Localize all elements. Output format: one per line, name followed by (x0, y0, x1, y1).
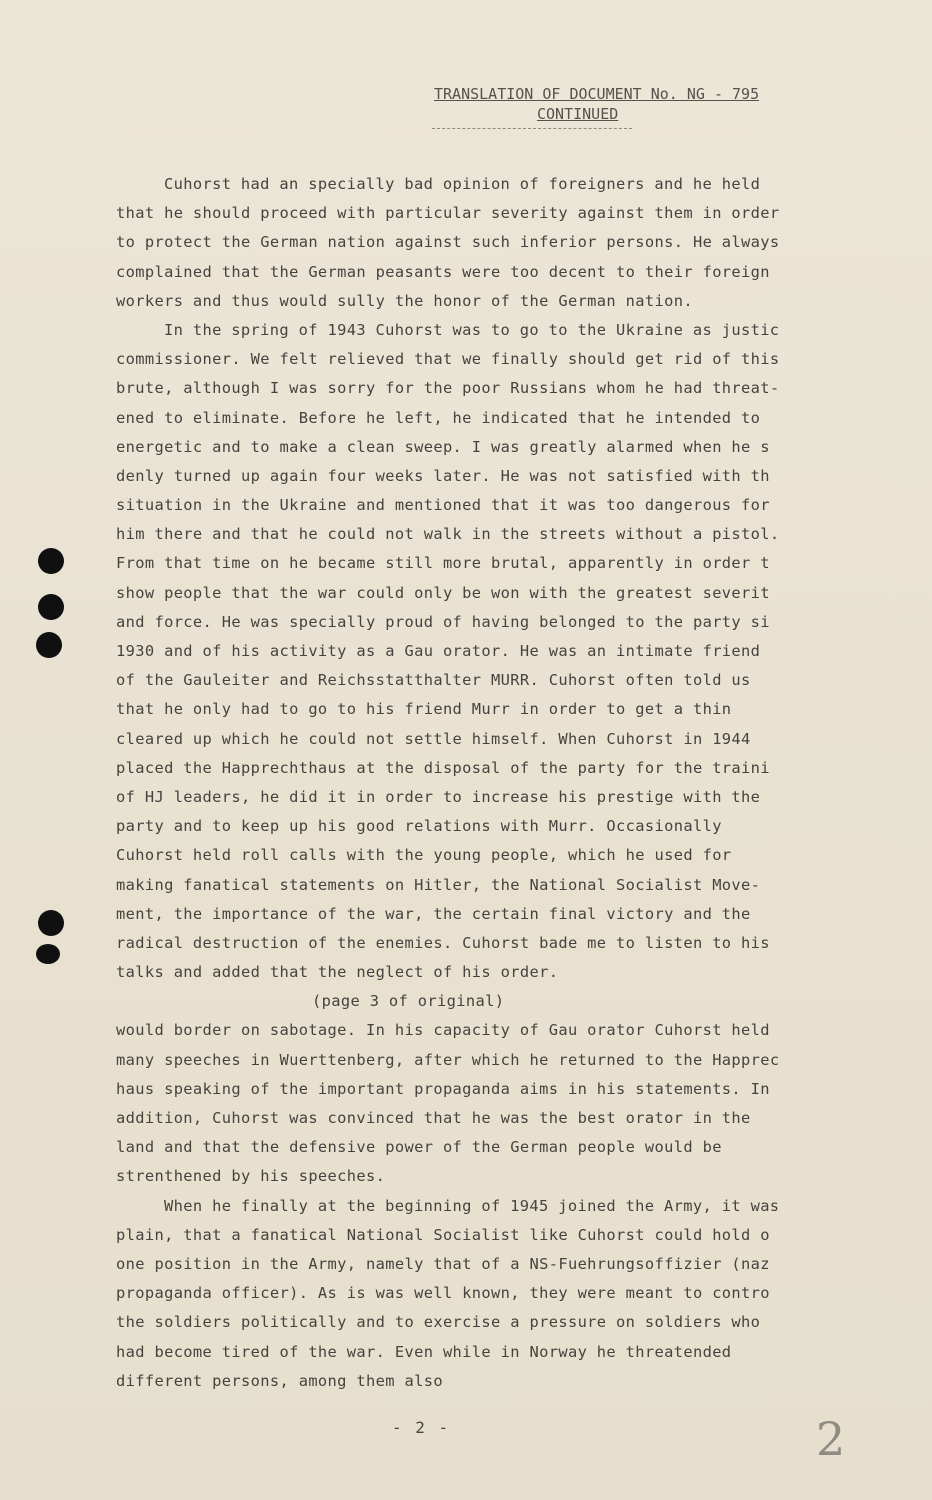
text-line: talks and added that the neglect of his order. (116, 963, 559, 982)
text-line: the soldiers politically and to exercise a pressure on soldiers who (116, 1313, 761, 1332)
punch-hole (38, 548, 64, 574)
document-body (116, 170, 816, 1396)
text-line: would border on sabotage. In his capacity of Gau orator Cuhorst held (116, 1021, 770, 1040)
document-header (434, 84, 814, 124)
text-line: plain, that a fanatical National Socialist like Cuhorst could hold o (116, 1225, 770, 1244)
text-line: ened to eliminate. Before he left, he indicated that he intended to (116, 408, 761, 427)
text-line: of the Gauleiter and Reichsstatthalter MURR. Cuhorst often told us (116, 671, 751, 690)
text-line: him there and that he could not walk in the streets without a pistol. (116, 525, 780, 544)
text-line: making fanatical statements on Hitler, the National Socialist Move- (116, 875, 761, 894)
handwritten-page-number: 2 (816, 1412, 846, 1466)
document-subtitle: CONTINUED (537, 105, 619, 123)
text-line: Cuhorst had an specially bad opinion of foreigners and he held (164, 175, 761, 193)
text-line: had become tired of the war. Even while in Norway he threatended (116, 1342, 732, 1361)
text-line: to protect the German nation against such inferior persons. He always (116, 233, 780, 252)
text-line: that he should proceed with particular severity against them in order (116, 204, 780, 223)
text-line: party and to keep up his good relations with Murr. Occasionally (116, 817, 722, 836)
punch-hole (36, 944, 60, 964)
text-line: In the spring of 1943 Cuhorst was to go to the Ukraine as justic (164, 320, 780, 339)
text-line: energetic and to make a clean sweep. I was greatly alarmed when he s (116, 437, 770, 456)
text-line: denly turned up again four weeks later. He was not satisfied with th (116, 466, 770, 485)
text-line: From that time on he became still more brutal, apparently in order t (116, 554, 770, 573)
text-line: different persons, among them also (116, 1371, 443, 1390)
text-line: workers and thus would sully the honor of the German nation. (116, 291, 693, 310)
text-line: Cuhorst held roll calls with the young people, which he used for (116, 846, 732, 865)
text-line: that he only had to go to his friend Murr in order to get a thin (116, 700, 732, 719)
page-reference: (page 3 of original) (312, 992, 505, 1011)
text-line: ment, the importance of the war, the certain final victory and the (116, 904, 751, 923)
text-line: strenthened by his speeches. (116, 1167, 386, 1186)
header-dashed-rule (432, 128, 632, 129)
text-line: cleared up which he could not settle himself. When Cuhorst in 1944 (116, 729, 751, 748)
text-line: brute, although I was sorry for the poor Russians whom he had threat- (116, 379, 780, 398)
text-line: When he finally at the beginning of 1945 joined the Army, it was (164, 1196, 780, 1215)
text-line: show people that the war could only be won with the greatest severit (116, 583, 770, 602)
text-line: complained that the German peasants were too decent to their foreign (116, 262, 770, 281)
text-line: haus speaking of the important propaganda aims in his statements. In (116, 1079, 770, 1098)
text-line: commissioner. We felt relieved that we finally should get rid of this (116, 350, 780, 369)
text-line: radical destruction of the enemies. Cuhorst bade me to listen to his (116, 933, 770, 952)
punch-hole (38, 594, 64, 620)
text-line: many speeches in Wuerttenberg, after which he returned to the Happrec (116, 1050, 780, 1069)
text-line: propaganda officer). As is was well known, they were meant to contro (116, 1284, 770, 1303)
text-line: one position in the Army, namely that of a NS-Fuehrungsoffizier (naz (116, 1254, 770, 1273)
text-line: and force. He was specially proud of having belonged to the party si (116, 612, 770, 631)
punch-hole (36, 632, 62, 658)
document-title: TRANSLATION OF DOCUMENT No. NG - 795 (434, 85, 760, 103)
page-number: - 2 - (392, 1418, 451, 1437)
text-line: land and that the defensive power of the German people would be (116, 1138, 722, 1157)
text-line: of HJ leaders, he did it in order to increase his prestige with the (116, 787, 761, 806)
text-line: situation in the Ukraine and mentioned that it was too dangerous for (116, 496, 770, 515)
text-line: addition, Cuhorst was convinced that he was the best orator in the (116, 1109, 751, 1127)
punch-hole (38, 910, 64, 936)
text-line: placed the Happrechthaus at the disposal of the party for the traini (116, 758, 770, 777)
text-line: 1930 and of his activity as a Gau orator. He was an intimate friend (116, 642, 761, 660)
